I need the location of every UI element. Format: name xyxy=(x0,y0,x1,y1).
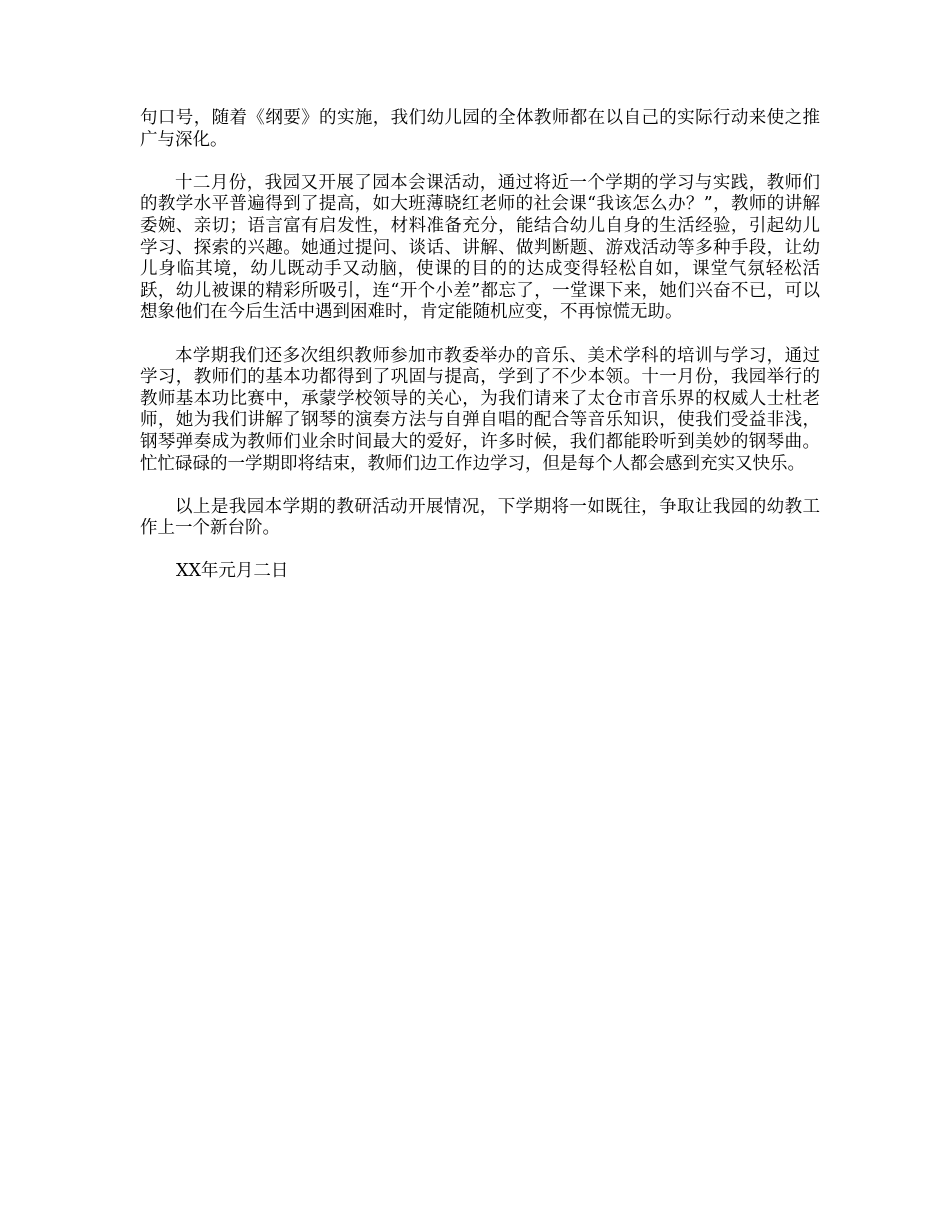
paragraph-training: 本学期我们还多次组织教师参加市教委举办的音乐、美术学科的培训与学习，通过学习，教师们的基本功都得到了巩固与提高，学到了不少本领。十一月份，我园举行的教师基本功比赛中，承蒙学校领导的关心，为我们请来了太仓市音乐界的权威人士杜老师，她为我们讲解了钢琴的演奏方法与自弹自唱的配合等音乐知识，使我们受益非浅，钢琴弹奏成为教师们业余时间最大的爱好，许多时候，我们都能聆听到美妙的钢琴曲。忙忙碌碌的一学期即将结束，教师们边工作边学习，但是每个人都会感到充实又快乐。 xyxy=(140,345,820,474)
document-date: XX年元月二日 xyxy=(176,561,289,582)
paragraph-december-lesson: 十二月份，我园又开展了园本会课活动，通过将近一个学期的学习与实践，教师们的教学水平普遍得到了提高，如大班薄晓红老师的社会课“我该怎么办？”，教师的讲解委婉、亲切；语言富有启发性，材料准备充分，能结合幼儿自身的生活经验，引起幼儿学习、探索的兴趣。她通过提问、谈话、讲解、做判断题、游戏活动等多种手段，让幼儿身临其境，幼儿既动手又动脑，使课的目的的达成变得轻松自如，课堂气氛轻松活跃，幼儿被课的精彩所吸引，连“开个小差”都忘了，一堂课下来，她们兴奋不已，可以想象他们在今后生活中遇到困难时，肯定能随机应变，不再惊慌无助。 xyxy=(140,172,820,323)
paragraph-summary: 以上是我园本学期的教研活动开展情况，下学期将一如既往，争取让我园的幼教工作上一个新台阶。 xyxy=(140,496,820,539)
paragraph-continuation: 句口号，随着《纲要》的实施，我们幼儿园的全体教师都在以自己的实际行动来使之推广与深化。 xyxy=(140,108,820,150)
document-page xyxy=(140,108,820,583)
